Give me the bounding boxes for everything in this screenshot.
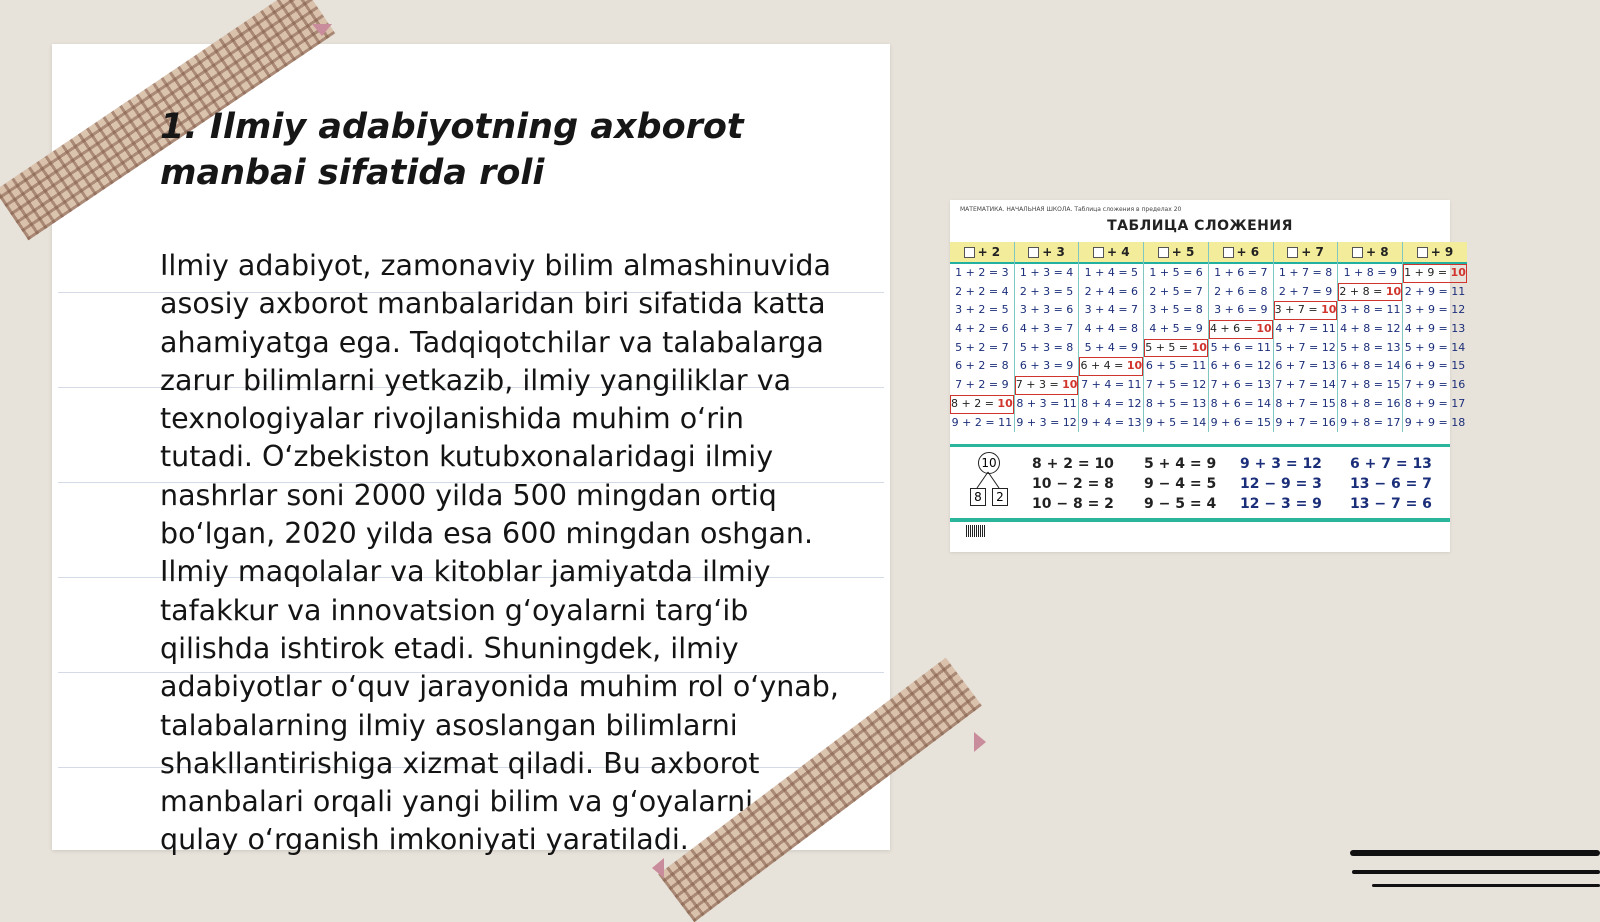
table-cell: 9 + 3 = 12 <box>1016 415 1077 429</box>
table-column <box>1079 242 1144 432</box>
table-cell: 2 + 6 = 8 <box>1214 284 1268 298</box>
table-cell: 1 + 2 = 3 <box>955 266 1009 279</box>
column-header-label: + 8 <box>1365 245 1389 259</box>
table-cell: 6 + 6 = 12 <box>1210 359 1272 373</box>
table-cell: 3 + 5 = 8 <box>1149 303 1203 317</box>
table-cell: 7 + 4 = 11 <box>1081 378 1142 392</box>
example-line: 13 − 6 = 7 <box>1350 476 1432 492</box>
bond-part: 8 <box>970 488 986 506</box>
example-line: 12 − 3 = 9 <box>1240 496 1322 512</box>
table-cell: 2 + 5 = 7 <box>1149 284 1203 298</box>
bond-whole: 10 <box>978 452 1000 474</box>
table-cell: 1 + 8 = 9 <box>1343 266 1397 279</box>
column-header <box>1015 242 1079 264</box>
table-cell: 3 + 7 = 10 <box>1274 301 1338 320</box>
addition-table-grid <box>950 242 1466 432</box>
table-cell: 1 + 5 = 6 <box>1149 266 1203 279</box>
blank-box-icon <box>1093 247 1104 258</box>
column-header-label: + 6 <box>1236 245 1260 259</box>
table-cell: 8 + 6 = 14 <box>1210 396 1272 410</box>
table-cell: 4 + 3 = 7 <box>1019 322 1074 336</box>
table-cell: 1 + 6 = 7 <box>1214 266 1268 279</box>
tape-corner-mark <box>974 732 986 752</box>
column-header <box>1403 242 1467 264</box>
number-bond <box>968 452 1008 512</box>
table-cell: 8 + 8 = 16 <box>1340 396 1401 410</box>
table-cell: 8 + 9 = 17 <box>1404 396 1466 410</box>
table-cell: 2 + 3 = 5 <box>1019 284 1074 298</box>
table-column <box>1274 242 1339 432</box>
table-cell: 8 + 2 = 10 <box>950 395 1014 414</box>
column-header-label: + 2 <box>977 245 1001 259</box>
example-line: 13 − 7 = 6 <box>1350 496 1432 512</box>
column-header <box>1079 242 1143 264</box>
table-cell: 5 + 8 = 13 <box>1340 340 1401 354</box>
table-cell: 9 + 2 = 11 <box>951 415 1013 429</box>
table-cell: 6 + 9 = 15 <box>1404 359 1466 373</box>
example-line: 12 − 9 = 3 <box>1240 476 1322 492</box>
example-line: 6 + 7 = 13 <box>1350 456 1432 472</box>
table-cell: 6 + 7 = 13 <box>1275 359 1336 373</box>
example-group <box>1144 454 1216 514</box>
table-cell: 7 + 8 = 15 <box>1340 378 1401 392</box>
table-cell: 7 + 2 = 9 <box>955 378 1009 392</box>
column-header-label: + 3 <box>1042 245 1065 259</box>
addition-table-title: ТАБЛИЦА СЛОЖЕНИЯ <box>1107 218 1293 234</box>
table-cell: 7 + 9 = 16 <box>1404 378 1466 392</box>
blank-box-icon <box>1223 247 1234 258</box>
table-cell: 3 + 6 = 9 <box>1214 303 1268 317</box>
table-cell: 5 + 7 = 12 <box>1275 340 1336 354</box>
table-cell: 4 + 6 = 10 <box>1209 320 1273 339</box>
table-divider <box>950 444 1450 447</box>
table-cell: 6 + 3 = 9 <box>1019 359 1074 373</box>
table-cell: 4 + 4 = 8 <box>1084 322 1139 336</box>
column-header-label: + 7 <box>1301 245 1324 259</box>
example-line: 9 + 3 = 12 <box>1240 456 1322 472</box>
table-cell: 2 + 4 = 6 <box>1084 284 1139 298</box>
table-cell: 4 + 7 = 11 <box>1275 322 1336 336</box>
table-column <box>1209 242 1274 432</box>
table-cell: 4 + 2 = 6 <box>955 322 1009 336</box>
table-cell: 1 + 4 = 5 <box>1084 266 1139 279</box>
table-cell: 3 + 4 = 7 <box>1084 303 1139 317</box>
column-header-label: + 5 <box>1171 245 1195 259</box>
table-cell: 4 + 8 = 12 <box>1340 322 1401 336</box>
example-group <box>1240 454 1322 514</box>
table-cell: 6 + 8 = 14 <box>1340 359 1401 373</box>
table-cell: 6 + 2 = 8 <box>955 359 1009 373</box>
table-cell: 7 + 6 = 13 <box>1210 378 1272 392</box>
table-cell: 2 + 8 = 10 <box>1338 283 1402 302</box>
slide-title: 1. Ilmiy adabiyotning axborot manbai sifatida roli <box>160 107 744 193</box>
table-cell: 8 + 4 = 12 <box>1081 396 1142 410</box>
brush-stroke-decoration <box>1352 870 1600 874</box>
table-cell: 5 + 2 = 7 <box>955 340 1009 354</box>
table-cell: 2 + 2 = 4 <box>955 284 1009 298</box>
footer-divider <box>950 518 1450 522</box>
table-cell: 1 + 9 = 10 <box>1403 264 1467 283</box>
table-cell: 8 + 3 = 11 <box>1016 396 1077 410</box>
table-column <box>1403 242 1467 432</box>
table-cell: 4 + 5 = 9 <box>1149 322 1203 336</box>
table-cell: 3 + 9 = 12 <box>1404 303 1466 317</box>
column-header <box>1274 242 1338 264</box>
blank-box-icon <box>1352 247 1363 258</box>
table-cell: 3 + 2 = 5 <box>955 303 1009 317</box>
addition-table-header: МАТЕМАТИКА. НАЧАЛЬНАЯ ШКОЛА. Таблица сложения в пределах 20 <box>960 206 1182 213</box>
table-cell: 7 + 7 = 14 <box>1275 378 1336 392</box>
column-header <box>1338 242 1402 264</box>
column-header <box>1209 242 1273 264</box>
addition-table-image <box>950 200 1466 552</box>
table-cell: 9 + 8 = 17 <box>1340 415 1401 429</box>
table-cell: 3 + 3 = 6 <box>1019 303 1074 317</box>
brush-stroke-decoration <box>1350 850 1600 856</box>
table-cell: 7 + 5 = 12 <box>1145 378 1207 392</box>
table-cell: 6 + 4 = 10 <box>1079 357 1143 376</box>
table-cell: 5 + 3 = 8 <box>1019 340 1074 354</box>
example-line: 5 + 4 = 9 <box>1144 456 1217 472</box>
example-line: 9 − 4 = 5 <box>1144 476 1217 492</box>
table-cell: 9 + 9 = 18 <box>1404 415 1466 429</box>
blank-box-icon <box>1417 247 1428 258</box>
table-cell: 2 + 7 = 9 <box>1278 284 1333 298</box>
bond-lines-icon <box>968 452 1008 492</box>
table-cell: 9 + 4 = 13 <box>1081 415 1142 429</box>
blank-box-icon <box>1287 247 1298 258</box>
table-cell: 7 + 3 = 10 <box>1015 376 1079 395</box>
tape-corner-mark <box>652 858 664 878</box>
table-cell: 5 + 5 = 10 <box>1144 339 1208 358</box>
table-column <box>950 242 1015 432</box>
table-cell: 5 + 4 = 9 <box>1084 340 1139 354</box>
brush-stroke-decoration <box>1372 884 1600 887</box>
table-cell: 9 + 7 = 16 <box>1275 415 1336 429</box>
table-cell: 1 + 3 = 4 <box>1019 266 1074 279</box>
table-cell: 6 + 5 = 11 <box>1145 359 1207 373</box>
table-column <box>1015 242 1080 432</box>
column-header <box>1144 242 1208 264</box>
table-cell: 4 + 9 = 13 <box>1404 322 1466 336</box>
table-cell: 5 + 6 = 11 <box>1210 340 1272 354</box>
table-cell: 8 + 7 = 15 <box>1275 396 1336 410</box>
tape-corner-mark <box>312 24 332 36</box>
example-line: 9 − 5 = 4 <box>1144 496 1217 512</box>
table-cell: 1 + 7 = 8 <box>1278 266 1333 279</box>
bond-part: 2 <box>992 488 1008 506</box>
barcode-icon <box>966 525 986 537</box>
column-header-label: + 4 <box>1107 245 1130 259</box>
blank-box-icon <box>964 247 975 258</box>
table-cell: 9 + 6 = 15 <box>1210 415 1272 429</box>
blank-box-icon <box>1028 247 1039 258</box>
example-group <box>1350 454 1432 514</box>
table-cell: 3 + 8 = 11 <box>1340 303 1401 317</box>
table-column <box>1338 242 1403 432</box>
table-column <box>1144 242 1209 432</box>
table-cell: 2 + 9 = 11 <box>1404 284 1466 298</box>
table-cell: 8 + 5 = 13 <box>1145 396 1207 410</box>
example-line: 8 + 2 = 10 <box>1032 456 1114 472</box>
blank-box-icon <box>1158 247 1169 258</box>
example-line: 10 − 2 = 8 <box>1032 476 1114 492</box>
example-group <box>1032 454 1114 514</box>
example-line: 10 − 8 = 2 <box>1032 496 1114 512</box>
column-header-label: + 9 <box>1430 245 1454 259</box>
slide-body-text: Ilmiy adabiyot, zamonaviy bilim almashinuvida asosiy axborot manbalaridan biri sifatida katta ahamiyatga ega. Tadqiqotchilar va talabalarga zarur bilimlarni yetkazib, ilmiy yangiliklar va texnologiyalar rivojlanishida muhim o‘rin tutadi. O‘zbekiston kutubxonalaridagi ilmiy nashrlar soni 2000 yilda 500 mingdan ortiq bo‘lgan, 2020 yilda esa 600 mingdan oshgan. Ilmiy maqolalar va kitoblar jamiyatda ilmiy tafakkur va innovatsion g‘oyalarni targ‘ib qilishda ishtirok etadi. Shuningdek, ilmiy adabiyotlar o‘quv jarayonida muhim rol o‘ynab, talabalarning ilmiy asoslangan bilimlarni shakllantirishiga xizmat qiladi. Bu axborot manbalari orqali yangi bilim va g‘oyalarni qulay o‘rganish imkoniyati yaratiladi. <box>160 249 839 857</box>
table-cell: 9 + 5 = 14 <box>1145 415 1207 429</box>
column-header <box>950 242 1014 264</box>
table-cell: 5 + 9 = 14 <box>1404 340 1466 354</box>
